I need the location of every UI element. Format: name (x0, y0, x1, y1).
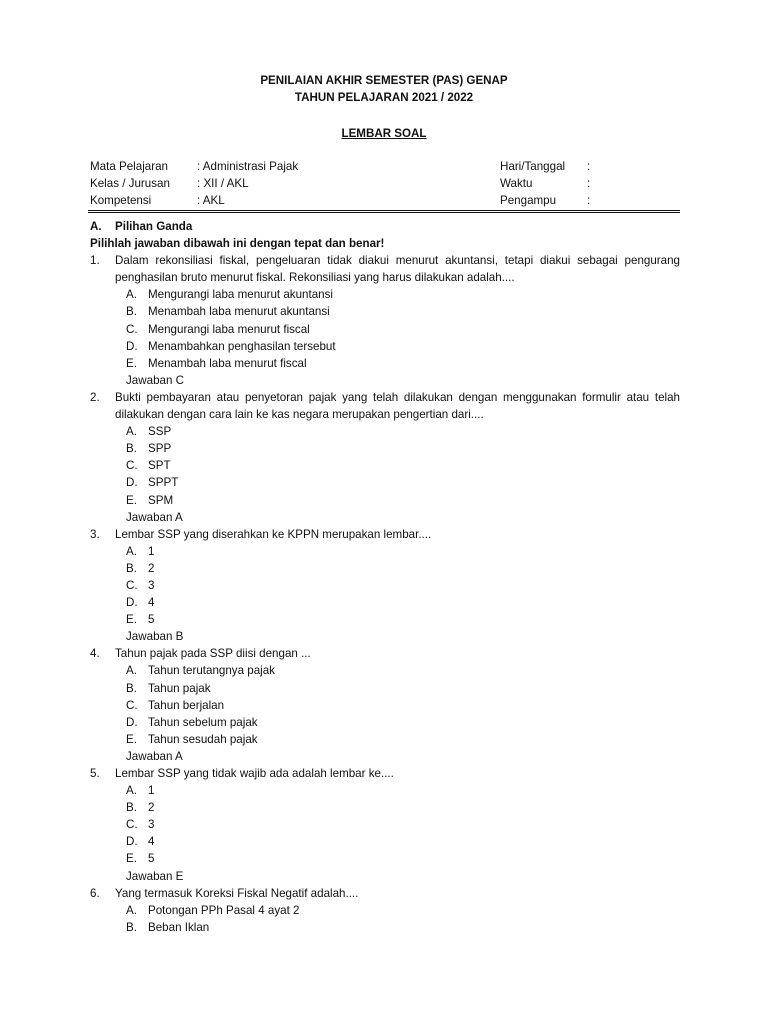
question-number: 4. (90, 647, 100, 661)
answer-option (90, 662, 680, 679)
info-row (90, 192, 680, 209)
answer-option (90, 594, 680, 611)
question-number: 3. (90, 527, 100, 541)
question-number: 5. (90, 767, 100, 780)
info-row (90, 175, 680, 192)
answer-option (90, 611, 680, 628)
option-letter: A. (126, 784, 137, 798)
question-number: 6. (90, 886, 100, 900)
option-text: 3 (148, 578, 155, 592)
answer-option (90, 286, 680, 303)
option-letter: D. (126, 835, 138, 849)
question-item (90, 526, 680, 646)
answer-option (90, 714, 680, 731)
option-text: Menambahkan penghasilan tersebut (148, 339, 336, 353)
question-text: Lembar SSP yang diserahkan ke KPPN merupakan lembar.... (115, 527, 432, 541)
answer-option (90, 833, 680, 850)
option-letter: C. (126, 698, 138, 712)
answer-option (90, 697, 680, 714)
question-item (90, 885, 680, 936)
option-letter: B. (126, 681, 137, 695)
question-text: Yang termasuk Koreksi Fiskal Negatif adalah.... (115, 886, 359, 900)
info-label: Waktu (500, 177, 533, 191)
question-item (90, 645, 680, 765)
option-letter: C. (126, 322, 138, 336)
option-text: 5 (148, 852, 155, 866)
question-number: 1. (90, 254, 100, 268)
question (90, 645, 680, 662)
info-value: : Administrasi Pajak (197, 160, 299, 173)
option-text: 4 (148, 596, 155, 610)
option-letter: B. (126, 561, 137, 575)
option-letter: C. (126, 578, 138, 592)
option-text: SPT (148, 459, 171, 473)
option-text: SSP (148, 425, 172, 439)
option-letter: A. (126, 288, 137, 302)
answer-option (90, 355, 680, 372)
question (90, 389, 680, 423)
answer-key: Jawaban A (126, 749, 183, 763)
option-text: Menambah laba menurut fiscal (148, 356, 307, 370)
option-letter: E. (126, 356, 137, 370)
option-letter: D. (126, 476, 138, 490)
info-value: : (587, 160, 591, 173)
option-letter: A. (126, 544, 137, 558)
option-letter: B. (126, 801, 137, 815)
answer-option (90, 799, 680, 816)
option-letter: E. (126, 732, 137, 746)
option-text: 3 (148, 818, 155, 832)
exam-title: PENILAIAN AKHIR SEMESTER (PAS) GENAP (260, 74, 508, 87)
option-text: Mengurangi laba menurut fiscal (148, 322, 310, 336)
question-item (90, 389, 680, 526)
question-text: Tahun pajak pada SSP diisi dengan ... (115, 647, 311, 661)
option-text: 2 (148, 801, 155, 815)
option-text: Potongan PPh Pasal 4 ayat 2 (148, 903, 300, 917)
info-value: : (587, 177, 591, 191)
question (90, 252, 680, 286)
option-text: SPM (148, 493, 174, 507)
questions-content (90, 218, 680, 936)
option-letter: B. (126, 920, 137, 934)
option-letter: E. (126, 613, 137, 627)
option-letter: D. (126, 339, 138, 353)
option-text: Tahun terutangnya pajak (148, 664, 275, 678)
question (90, 765, 680, 782)
info-label: Pengampu (500, 194, 557, 208)
option-letter: B. (126, 442, 137, 456)
section-letter: A. (90, 220, 102, 233)
info-label: Mata Pelajaran (90, 160, 168, 173)
section-heading (90, 218, 680, 235)
option-letter: E. (126, 852, 137, 866)
info-value: : XII / AKL (197, 177, 249, 191)
answer-option (90, 577, 680, 594)
answer-option (90, 816, 680, 833)
sheet-title: LEMBAR SOAL (341, 127, 427, 140)
answer-option (90, 338, 680, 355)
answer-option (90, 680, 680, 697)
answer-option (90, 321, 680, 338)
option-letter: C. (126, 459, 138, 473)
question-item (90, 765, 680, 885)
header-divider (88, 210, 680, 213)
document-header (0, 72, 768, 106)
question-text: Dalam rekonsiliasi fiskal, pengeluaran tidak diakui menurut akuntansi, tetapi diakui sebagai pengurang penghasilan bruto menurut fiskal. Rekonsiliasi yang harus dilakukan adalah.... (115, 254, 680, 285)
answer-key: Jawaban C (126, 373, 185, 387)
answer-option (90, 303, 680, 320)
option-text: SPPT (148, 476, 179, 490)
question (90, 885, 680, 902)
option-letter: C. (126, 818, 138, 832)
option-text: Tahun sebelum pajak (148, 715, 258, 729)
answer-option (90, 457, 680, 474)
academic-year: TAHUN PELAJARAN 2021 / 2022 (294, 91, 474, 105)
option-text: Mengurangi laba menurut akuntansi (148, 288, 333, 302)
answer-option (90, 474, 680, 491)
info-value: : AKL (197, 194, 225, 208)
info-label: Kompetensi (90, 194, 152, 208)
option-text: 1 (148, 784, 155, 798)
answer-option (90, 440, 680, 457)
option-text: Menambah laba menurut akuntansi (148, 305, 330, 319)
option-letter: D. (126, 596, 138, 610)
answer-option (90, 492, 680, 509)
question-text: Bukti pembayaran atau penyetoran pajak yang telah dilakukan dengan menggunakan formulir atau telah dilakukan dengan cara lain ke kas negara merupakan pengertian dari.... (115, 390, 680, 422)
question-list (90, 252, 680, 936)
option-letter: A. (126, 903, 137, 917)
option-letter: D. (126, 715, 138, 729)
instruction: Pilihlah jawaban dibawah ini dengan tepat dan benar! (90, 237, 385, 251)
question (90, 526, 680, 543)
answer-option (90, 850, 680, 867)
option-letter: E. (126, 493, 137, 507)
answer-option (90, 543, 680, 560)
question-text: Lembar SSP yang tidak wajib ada adalah lembar ke.... (115, 767, 394, 780)
answer-option (90, 902, 680, 919)
info-label: Kelas / Jurusan (90, 177, 170, 191)
option-text: Tahun sesudah pajak (148, 732, 258, 746)
option-letter: B. (126, 305, 137, 319)
answer-key: Jawaban B (126, 630, 184, 644)
answer-option (90, 782, 680, 799)
option-text: 1 (148, 544, 155, 558)
exam-info-table (90, 158, 680, 209)
answer-key: Jawaban A (126, 510, 183, 524)
answer-option (90, 731, 680, 748)
answer-option (90, 919, 680, 936)
option-text: 4 (148, 835, 155, 849)
answer-option (90, 560, 680, 577)
option-letter: A. (126, 664, 137, 678)
info-row (90, 158, 680, 175)
info-value: : (587, 194, 591, 208)
option-text: 2 (148, 561, 155, 575)
option-text: Tahun pajak (148, 681, 211, 695)
option-text: 5 (148, 613, 155, 627)
option-letter: A. (126, 425, 137, 439)
option-text: SPP (148, 442, 172, 456)
info-label: Hari/Tanggal (500, 160, 566, 173)
answer-key: Jawaban E (126, 869, 184, 883)
option-text: Beban Iklan (148, 920, 210, 934)
question-item (90, 252, 680, 389)
section-title: Pilihan Ganda (115, 220, 193, 233)
option-text: Tahun berjalan (148, 698, 225, 712)
question-number: 2. (90, 390, 100, 404)
answer-option (90, 423, 680, 440)
